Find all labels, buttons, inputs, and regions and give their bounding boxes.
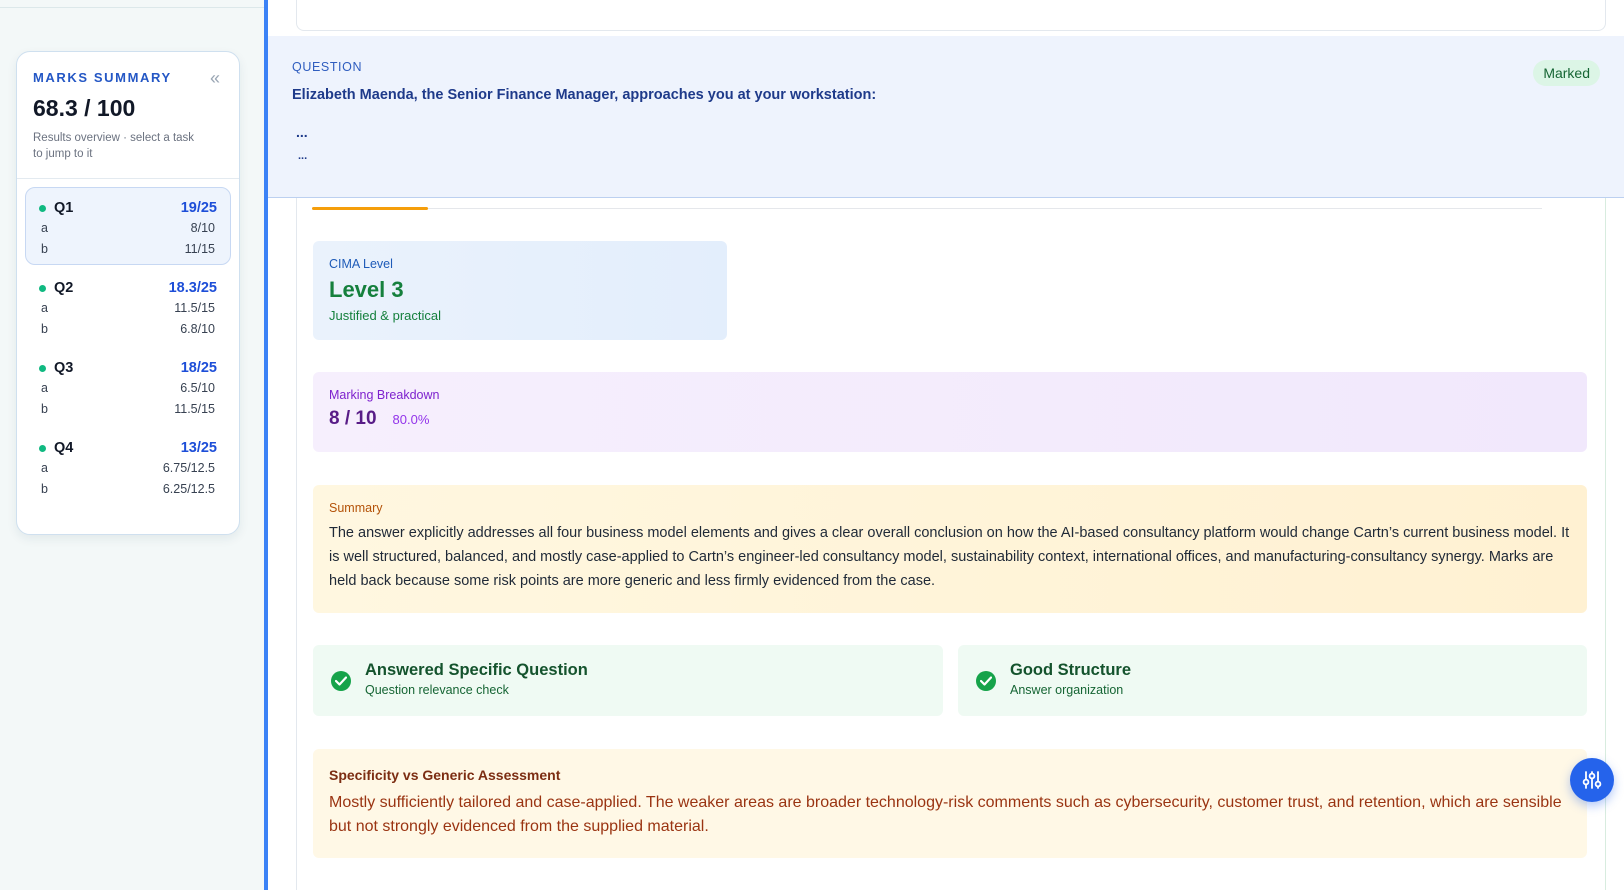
sub-task-score: 6.8/10: [180, 322, 215, 336]
total-score: 68.3 / 100: [33, 95, 136, 121]
sub-task-label: a: [41, 221, 48, 235]
cima-level-value: Level 3: [329, 277, 404, 302]
tab-divider: [312, 208, 1542, 209]
question-item-q2[interactable]: [25, 267, 231, 345]
check-title: Good Structure: [1010, 661, 1132, 679]
check-subtitle: Answer organization: [1010, 683, 1124, 697]
sub-task-score: 11.5/15: [174, 402, 215, 416]
main-panel: [264, 0, 1624, 890]
question-name: Q3: [54, 360, 74, 376]
check-circle-icon: [331, 671, 351, 691]
answered-question-check: [313, 645, 943, 716]
status-badge: Marked: [1533, 60, 1600, 86]
cima-level-label: CIMA Level: [329, 257, 393, 271]
marking-breakdown-label: Marking Breakdown: [329, 388, 440, 402]
question-text: Elizabeth Maenda, the Senior Finance Manager, approaches you at your workstation:: [292, 87, 877, 103]
question-name: Q4: [54, 440, 74, 456]
active-tab-indicator: [312, 207, 428, 210]
cima-level-card: [313, 241, 727, 340]
question-label: QUESTION: [292, 60, 363, 74]
check-title: Answered Specific Question: [365, 661, 588, 679]
question-score: 19/25: [180, 200, 217, 216]
question-list: [17, 179, 239, 505]
status-dot: [39, 205, 46, 212]
sub-task-score: 11/15: [184, 242, 215, 256]
sub-task-row[interactable]: [39, 378, 217, 399]
question-panel: [268, 36, 1624, 198]
marks-summary-panel: [16, 51, 240, 535]
sub-task-label: a: [41, 461, 48, 475]
check-subtitle: Question relevance check: [365, 683, 509, 697]
marking-breakdown-card: [313, 372, 1587, 452]
summary-text: The answer explicitly addresses all four business model elements and gives a clear overall conclusion on how the AI-based consultancy platform would change Cartn’s current business model. It is well structured, balanced, and mostly case-applied to Cartn’s engineer-led consultancy model, sustainability context, international offices, and manufacturing-consultancy synergy. Marks are held back because some risk points are more generic and less firmly evidenced from the case.: [329, 525, 1570, 589]
question-name: Q1: [54, 200, 74, 216]
good-structure-check: [958, 645, 1587, 716]
summary-label: Summary: [329, 501, 383, 515]
sub-task-label: b: [41, 482, 48, 496]
specificity-title: Specificity vs Generic Assessment: [329, 767, 561, 783]
question-score: 13/25: [180, 440, 217, 456]
question-ellipsis: ...: [298, 150, 308, 162]
sub-task-label: a: [41, 301, 48, 315]
question-name: Q2: [54, 280, 74, 296]
sub-task-row[interactable]: [39, 298, 217, 319]
status-dot: [39, 365, 46, 372]
question-score: 18/25: [180, 360, 217, 376]
feedback-content: [296, 198, 1606, 890]
status-dot: [39, 285, 46, 292]
sub-task-row[interactable]: [39, 458, 217, 479]
sub-task-label: b: [41, 402, 48, 416]
adjustments-icon[interactable]: [1570, 758, 1614, 802]
question-item-q3[interactable]: [25, 347, 231, 425]
question-item-q4[interactable]: [25, 427, 231, 505]
question-score: 18.3/25: [168, 280, 217, 296]
status-dot: [39, 445, 46, 452]
marks-summary-subtitle: Results overview · select a task to jump to it: [33, 132, 195, 160]
sub-task-score: 6.5/10: [180, 381, 215, 395]
marks-summary-header: [17, 52, 239, 179]
sub-task-score: 6.75/12.5: [162, 461, 215, 475]
sub-task-row[interactable]: [39, 399, 217, 420]
chevrons-left-icon[interactable]: «: [209, 68, 220, 88]
sub-task-score: 11.5/15: [174, 301, 215, 315]
sub-task-score: 6.25/12.5: [162, 482, 215, 496]
marking-breakdown-percent: 80.0%: [392, 412, 430, 427]
sub-task-row[interactable]: [39, 218, 217, 239]
specificity-text: Mostly sufficiently tailored and case-applied. The weaker areas are broader technology-risk comments such as cybersecurity, customer trust, and retention, which are sensible but not strongly evidenced from the supplied material.: [329, 794, 1562, 835]
sub-task-row[interactable]: [39, 479, 217, 500]
cima-level-description: Justified & practical: [329, 308, 441, 323]
sub-task-row[interactable]: [39, 239, 217, 260]
question-item-q1[interactable]: [25, 187, 231, 265]
sub-task-score: 8/10: [190, 221, 215, 235]
sub-task-row[interactable]: [39, 319, 217, 340]
previous-card: [296, 0, 1606, 31]
sub-task-label: b: [41, 242, 48, 256]
check-circle-icon: [976, 671, 996, 691]
summary-card: [313, 485, 1587, 613]
marking-breakdown-score: 8 / 10: [329, 408, 377, 429]
marks-summary-title: MARKS SUMMARY: [33, 70, 172, 85]
specificity-card: [313, 749, 1587, 858]
question-ellipsis: ...: [296, 124, 308, 140]
sub-task-label: b: [41, 322, 48, 336]
sub-task-label: a: [41, 381, 48, 395]
